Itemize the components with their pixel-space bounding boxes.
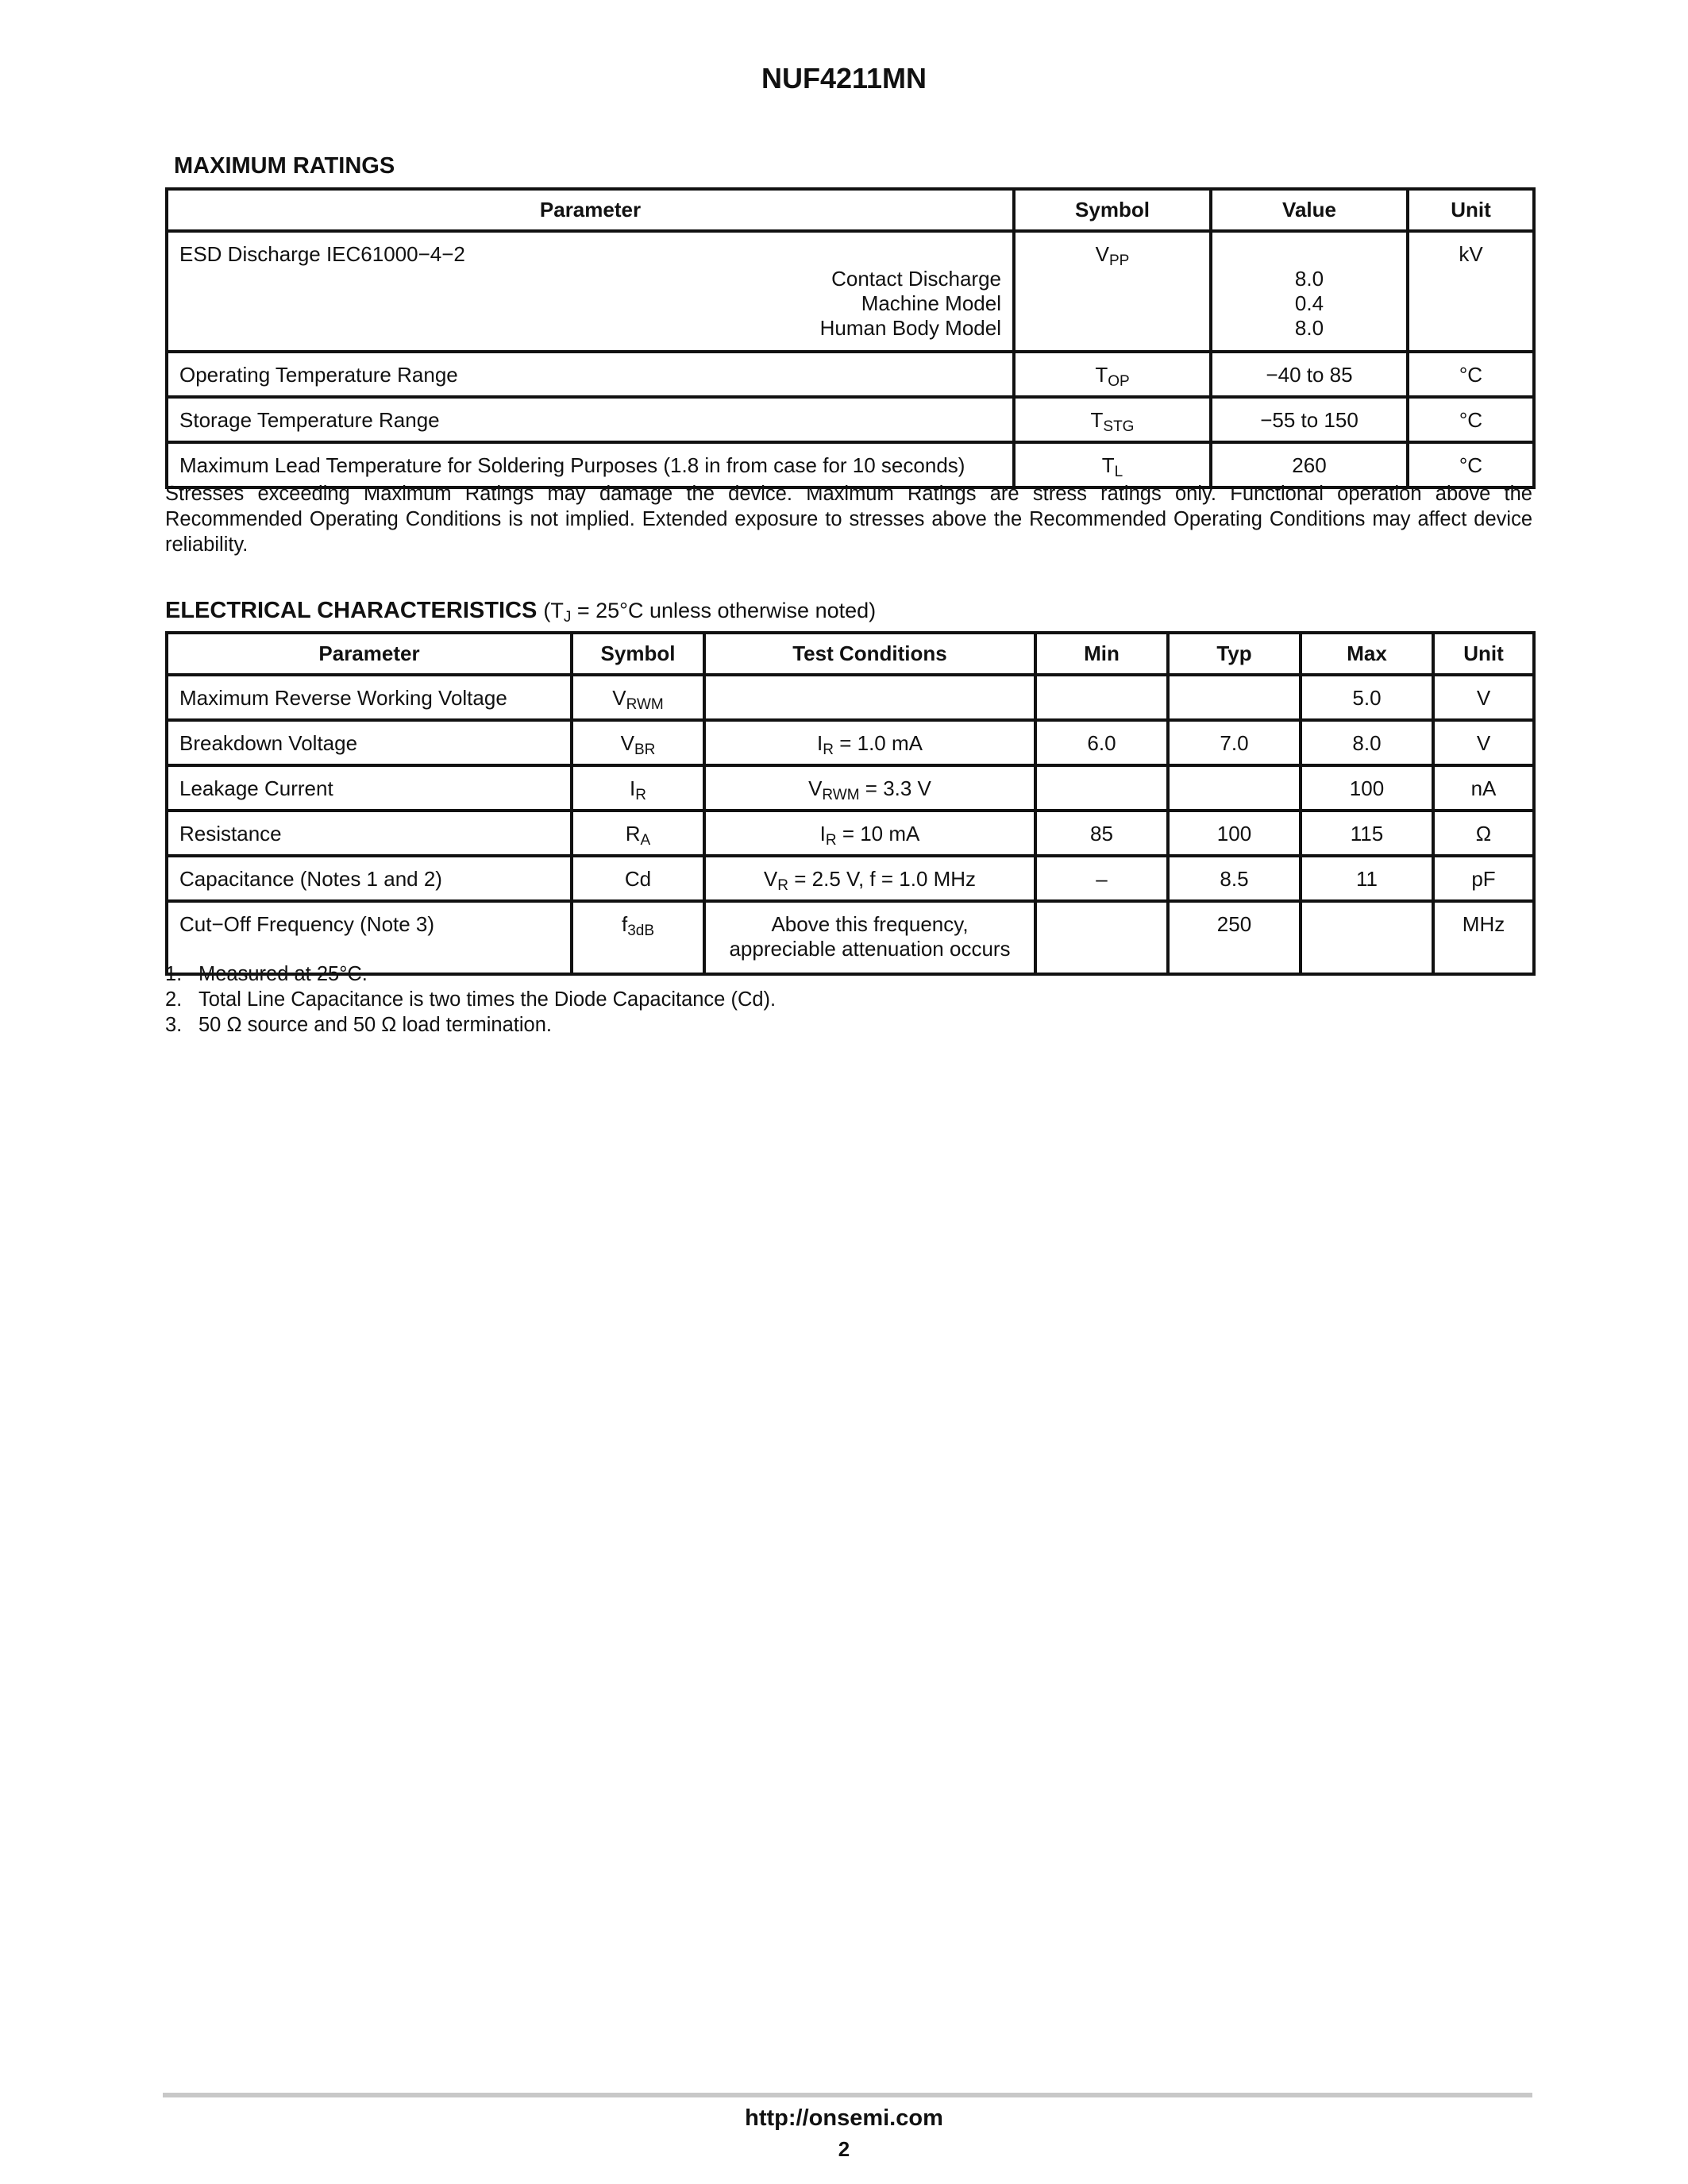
symbol-cell: $V_{BR}$ — [572, 720, 704, 765]
min-cell: 85 — [1035, 811, 1168, 856]
column-header: Min — [1035, 633, 1168, 675]
parameter-cell: Operating Temperature Range — [167, 352, 1014, 397]
typ-cell: 7.0 — [1168, 720, 1301, 765]
page-number: 2 — [838, 2137, 850, 2161]
unit-cell: °C — [1408, 397, 1534, 442]
max-cell: 5.0 — [1301, 675, 1433, 720]
column-header: Typ — [1168, 633, 1301, 675]
min-cell — [1035, 675, 1168, 720]
typ-cell — [1168, 675, 1301, 720]
symbol-cell: $V_{PP}$ — [1014, 231, 1211, 352]
max-cell: 100 — [1301, 765, 1433, 811]
page-title: NUF4211MN — [761, 62, 927, 94]
value-cell: 260 — [1211, 442, 1408, 487]
condition-cell: $V_{RWM} = 3.3$ V — [704, 765, 1035, 811]
parameter-cell: Storage Temperature Range — [167, 397, 1014, 442]
symbol-cell: $T_{OP}$ — [1014, 352, 1211, 397]
symbol-cell: $T_{STG}$ — [1014, 397, 1211, 442]
parameter-cell: Capacitance (Notes 1 and 2) — [167, 856, 572, 901]
esd-sub-param: Contact Discharge — [831, 267, 1001, 291]
condition-cell: $I_R = 10$ mA — [704, 811, 1035, 856]
symbol-cell: Cd — [572, 856, 704, 901]
esd-sub-param: Human Body Model — [819, 316, 1001, 340]
unit-cell: °C — [1408, 352, 1534, 397]
table-row — [167, 397, 1534, 442]
min-cell: 6.0 — [1035, 720, 1168, 765]
table-row — [167, 675, 1534, 720]
footer-divider — [163, 2093, 1532, 2097]
column-header: Test Conditions — [704, 633, 1035, 675]
stress-notice: Stresses exceeding Maximum Ratings may damage the device. Maximum Ratings are stress ratings only. Functional operation above the Recommended Operating Conditions is not implied. Extended exposure to stresses above the Recommended Operating Conditions may affect device reliability. — [165, 483, 1532, 556]
table-row — [167, 856, 1534, 901]
unit-cell: nA — [1433, 765, 1534, 811]
column-header: Parameter — [167, 633, 572, 675]
electrical-heading-text: ELECTRICAL CHARACTERISTICS — [165, 598, 538, 623]
symbol-cell: $I_R$ — [572, 765, 704, 811]
max-cell: 115 — [1301, 811, 1433, 856]
electrical-heading-note: ($T_J = 25^\circ C$ unless otherwise noted) — [543, 599, 877, 626]
unit-cell: Ω — [1433, 811, 1534, 856]
value-cell — [1211, 231, 1408, 352]
footnotes — [165, 961, 1436, 1038]
typ-cell: 250 — [1168, 901, 1301, 974]
footnote: 3. 50 Ω source and 50 Ω load termination. — [165, 1014, 552, 1036]
column-header: Unit — [1433, 633, 1534, 675]
column-header: Symbol — [572, 633, 704, 675]
column-header: Unit — [1408, 189, 1534, 231]
parameter-cell: Resistance — [167, 811, 572, 856]
esd-value: 8.0 — [1294, 267, 1324, 291]
unit-cell: V — [1433, 720, 1534, 765]
table-row — [167, 720, 1534, 765]
table-row — [167, 811, 1534, 856]
table-row — [167, 765, 1534, 811]
parameter-cell: Maximum Reverse Working Voltage — [167, 675, 572, 720]
table-row — [167, 352, 1534, 397]
column-header: Max — [1301, 633, 1433, 675]
condition-cell — [704, 675, 1035, 720]
unit-cell: kV — [1408, 231, 1534, 352]
condition-cell: $V_R = 2.5$ V, f = 1.0 MHz — [704, 856, 1035, 901]
parameter-cell — [167, 231, 1014, 352]
symbol-cell: $T_L$ — [1014, 442, 1211, 487]
max-cell: 11 — [1301, 856, 1433, 901]
symbol-cell: $R_A$ — [572, 811, 704, 856]
electrical-heading — [165, 598, 876, 624]
esd-value: 0.4 — [1294, 291, 1324, 315]
parameter-cell: Leakage Current — [167, 765, 572, 811]
column-header: Symbol — [1014, 189, 1211, 231]
table-header-row — [167, 633, 1534, 675]
typ-cell: 100 — [1168, 811, 1301, 856]
parameter-cell: Maximum Lead Temperature for Soldering Purposes (1.8 in from case for 10 seconds) — [167, 442, 1014, 487]
footnote: 1. Measured at 25°C. — [165, 963, 368, 985]
footer-url[interactable]: http://onsemi.com — [745, 2105, 943, 2131]
table-row — [167, 231, 1534, 352]
column-header: Parameter — [167, 189, 1014, 231]
symbol-cell: $V_{RWM}$ — [572, 675, 704, 720]
min-cell: – — [1035, 856, 1168, 901]
symbol-cell: $f_{3dB}$ — [572, 901, 704, 974]
electrical-table — [165, 631, 1536, 976]
unit-cell: °C — [1408, 442, 1534, 487]
condition-cell: Above this frequency, appreciable attenuation occurs — [704, 901, 1035, 974]
value-cell: −55 to 150 — [1211, 397, 1408, 442]
typ-cell — [1168, 765, 1301, 811]
unit-cell: V — [1433, 675, 1534, 720]
unit-cell: pF — [1433, 856, 1534, 901]
max-ratings-heading: MAXIMUM RATINGS — [174, 153, 395, 179]
esd-value: 8.0 — [1294, 316, 1324, 340]
value-cell: −40 to 85 — [1211, 352, 1408, 397]
unit-cell: MHz — [1433, 901, 1534, 974]
esd-sub-param: Machine Model — [861, 291, 1001, 315]
table-header-row — [167, 189, 1534, 231]
max-cell: 8.0 — [1301, 720, 1433, 765]
max-ratings-table — [165, 187, 1536, 489]
typ-cell: 8.5 — [1168, 856, 1301, 901]
min-cell — [1035, 765, 1168, 811]
parameter-cell: Cut−Off Frequency (Note 3) — [167, 901, 572, 974]
condition-cell: $I_R = 1.0$ mA — [704, 720, 1035, 765]
esd-parameter: ESD Discharge IEC61000−4−2 — [179, 242, 465, 266]
parameter-cell: Breakdown Voltage — [167, 720, 572, 765]
footnote: 2. Total Line Capacitance is two times the Diode Capacitance (Cd). — [165, 988, 777, 1011]
column-header: Value — [1211, 189, 1408, 231]
